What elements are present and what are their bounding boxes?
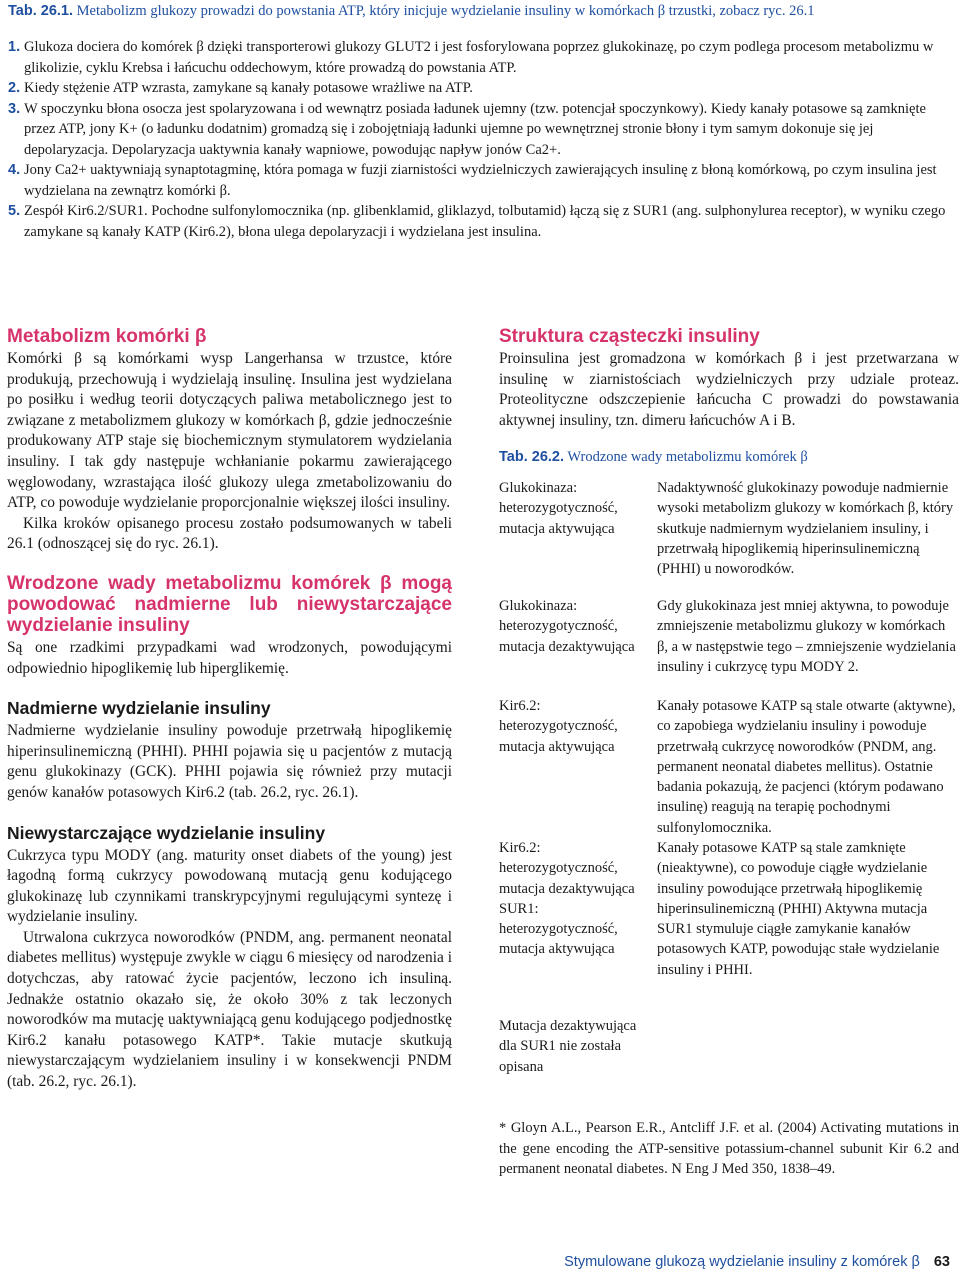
table-26-2-label: Tab. 26.2. — [499, 449, 565, 466]
paragraph: Kilka kroków opisanego procesu zostało podsumowanych w tabeli 26.1 (odnoszącej się do ryc. 26.1). — [7, 514, 452, 553]
list-item: 3. W spoczynku błona osocza jest spolaryzowana i od wewnątrz posiada ładunek ujemny (tzw. potencjał spoczynkowy). Kiedy kanały potasowe są zamknięte przez ATP, jony K+ (o ładunku dodatnim) gromadzą się i zobojętniają ładunki ujemne po wewnętrznej stronie błony i tym samym dokonuje się jej depolaryzacja. Depolaryzacja uaktywnia kanały wapniowe, powodując napływ jonów Ca2+. — [8, 100, 926, 158]
paragraph: Proinsulina jest gromadzona w komórkach β i jest przetwarzana w insulinę w ziarnistościach wydzielniczych przy udziale proteaz. Proteolityczne odszczepienie łańcucha C prowadzi do powstawania aktywnej insuliny, tzn. dimeru łańcuchów A i B. — [499, 350, 959, 429]
table-row — [499, 696, 959, 838]
list-item: 4. Jony Ca2+ uaktywniają synaptotagminę, która pomaga w fuzji ziarnistości wydzielniczych zawierających insulinę z błoną komórkową, po czym insulina jest wydzielana na zewnątrz komórki β. — [8, 162, 937, 199]
subsection-heading: Nadmierne wydzielanie insuliny — [7, 698, 271, 719]
right-column — [499, 326, 959, 1077]
section-heading: Wrodzone wady metabolizmu komórek β mogą powodować nadmierne lub niewystarczające wydzielanie insuliny — [7, 572, 452, 636]
table-cell: Mutacja dezaktywująca dla SUR1 nie została opisana — [499, 1017, 637, 1075]
table-row — [499, 1016, 959, 1077]
table-cell: Kanały potasowe KATP są stale zamknięte (nieaktywne), co powoduje ciągłe wydzielanie insuliny powodujące przetrwałą hipoglikemię hiperinsulinemiczną (PHHI) Aktywna mutacja SUR1 stymuluje ciągłe zamykanie kanałów potasowych KATP, powodując stałe wydzielanie insuliny i PHHI. — [657, 839, 940, 978]
table-26-1-title: Metabolizm glukozy prowadzi do powstania ATP, który inicjuje wydzielanie insuliny w komórkach β trzustki, zobacz ryc. 26.1 — [76, 3, 815, 19]
table-26-2-caption — [499, 447, 959, 468]
section-heading: Metabolizm komórki β — [7, 326, 207, 347]
list-item: 2. Kiedy stężenie ATP wzrasta, zamykane są kanały potasowe wrażliwe na ATP. — [8, 80, 473, 96]
table-cell: Glukokinaza: heterozygotyczność, mutacja aktywująca — [499, 479, 618, 537]
list-item: 5. Zespół Kir6.2/SUR1. Pochodne sulfonylomocznika (np. glibenklamid, gliklazyd, tolbutamid) łączą się z SUR1 (ang. sulphonylurea receptor), w wyniku czego zamykane są kanały KATP (Kir6.2), błona ulega depolaryzacji i wydzielana jest insulina. — [8, 203, 946, 240]
list-item: 1. Glukoza dociera do komórek β dzięki transporterowi glukozy GLUT2 i jest fosforylowana poprzez glukokinazę, po czym podlega procesom metabolizmu w glikolizie, cyklu Krebsa i łańcuchu oddechowym, które prowadzą do powstania ATP. — [8, 39, 934, 76]
page-number: 63 — [933, 1254, 950, 1270]
table-26-2 — [499, 478, 959, 1077]
table-26-2-title: Wrodzone wady metabolizmu komórek β — [567, 449, 808, 466]
table-row — [499, 596, 959, 696]
table-26-1-caption — [8, 2, 953, 20]
paragraph: Utrwalona cukrzyca noworodków (PNDM, ang. permanent neonatal diabetes mellitus) występuje zwykle w ciągu 6 miesięcy od narodzenia i dotychczas, aby ratować życie pacjentów, leczono ich insuliną. Jednakże ostatnio okazało się, że około 30% z tak leczonych noworodków ma mutację uaktywniającą genu kodującego podjednostkę Kir6.2 kanału potasowego KATP*. Takie mutacje skutkują niewystarczającym wydzielaniem insuliny i w konsekwencji PNDM (tab. 26.2, ryc. 26.1). — [7, 928, 452, 1091]
section-heading: Struktura cząsteczki insuliny — [499, 326, 760, 347]
page-footer — [564, 1254, 950, 1270]
table-row — [499, 478, 959, 596]
running-footer: Stymulowane glukozą wydzielanie insuliny z komórek β — [564, 1254, 920, 1270]
table-cell: Nadaktywność glukokinazy powoduje nadmiernie wysoki metabolizm glukozy w komórkach β, który skutkuje nadmiernym wydzielaniem insuliny, i przetrwałą hipoglikemią hiperinsulinemiczną (PHHI) u noworodków. — [657, 479, 954, 578]
left-column — [7, 326, 452, 1093]
paragraph: Są one rzadkimi przypadkami wad wrodzonych, powodującymi odpowiednio hipoglikemię lub hiperglikemię. — [7, 638, 452, 677]
table-cell: Kir6.2: heterozygotyczność, mutacja aktywująca — [499, 697, 618, 755]
table-26-1-label: Tab. 26.1. — [8, 3, 74, 19]
subsection-heading: Niewystarczające wydzielanie insuliny — [7, 822, 326, 843]
table-row — [499, 838, 959, 1016]
table-cell: Kanały potasowe KATP są stale otwarte (aktywne), co zapobiega wydzielaniu insuliny i powoduje przetrwałą cukrzycę noworodków (PNDM, ang. permanent neonatal diabetes mellitus). Ostatnie badania pokazują, że pacjenci (którym podawano insulinę) reagują na terapię pochodnymi sulfonylomocznika. — [657, 697, 956, 836]
table-cell: Gdy glukokinaza jest mniej aktywna, to powoduje zmniejszenie metabolizmu glukozy w komórkach β, a w następstwie tego – zmniejszenie wydzielania insuliny i cukrzycę typu MODY 2. — [657, 597, 956, 675]
table-cell: Kir6.2: heterozygotyczność, mutacja dezaktywująca SUR1: heterozygotyczność, mutacja aktywująca — [499, 839, 635, 958]
paragraph: Cukrzyca typu MODY (ang. maturity onset diabets of the young) jest łagodną formą cukrzycy powodowaną mutacją genu kodującego glukokinazę lub czynnikami transkrypcyjnymi regulującymi syntezę i wydzielanie insuliny. — [7, 846, 452, 926]
paragraph: Nadmierne wydzielanie insuliny powoduje przetrwałą hipoglikemię hiperinsulinemiczną (PHHI). PHHI pojawia się u pacjentów z mutacją genu glukokinazy (GCK). PHHI pojawia się również przy mutacji genów kanałów potasowych Kir6.2 (tab. 26.2, ryc. 26.1). — [7, 722, 452, 801]
table-cell — [657, 1016, 957, 1077]
footnote: * Gloyn A.L., Pearson E.R., Antcliff J.F. et al. (2004) Activating mutations in the gene encoding the ATP-sensitive potassium-channel subunit Kir 6.2 and permanent neonatal diabetes. N Eng J Med 350, 1838–49. — [499, 1120, 959, 1177]
table-26-1-list — [8, 37, 958, 242]
table-cell: Glukokinaza: heterozygotyczność, mutacja dezaktywująca — [499, 597, 635, 655]
paragraph: Komórki β są komórkami wysp Langerhansa w trzustce, które produkują, przechowują i wydzielają insulinę. Insulina jest wydzielana po posiłku i według teorii dotyczących paliwa metabolicznego jest to związane z metabolizmem glukozy w komórkach β, gdzie jednocześnie produkowany ATP staje się biochemicznym stymulatorem wydzielania insuliny. I tak gdy następuje wchłanianie pokarmu zawierającego węglowodany, wzrastająca ilość glukozy ulega zmetabolizowaniu do ATP, co powoduje wydzielanie proporcjonalnie większej ilości insuliny. — [7, 350, 452, 512]
